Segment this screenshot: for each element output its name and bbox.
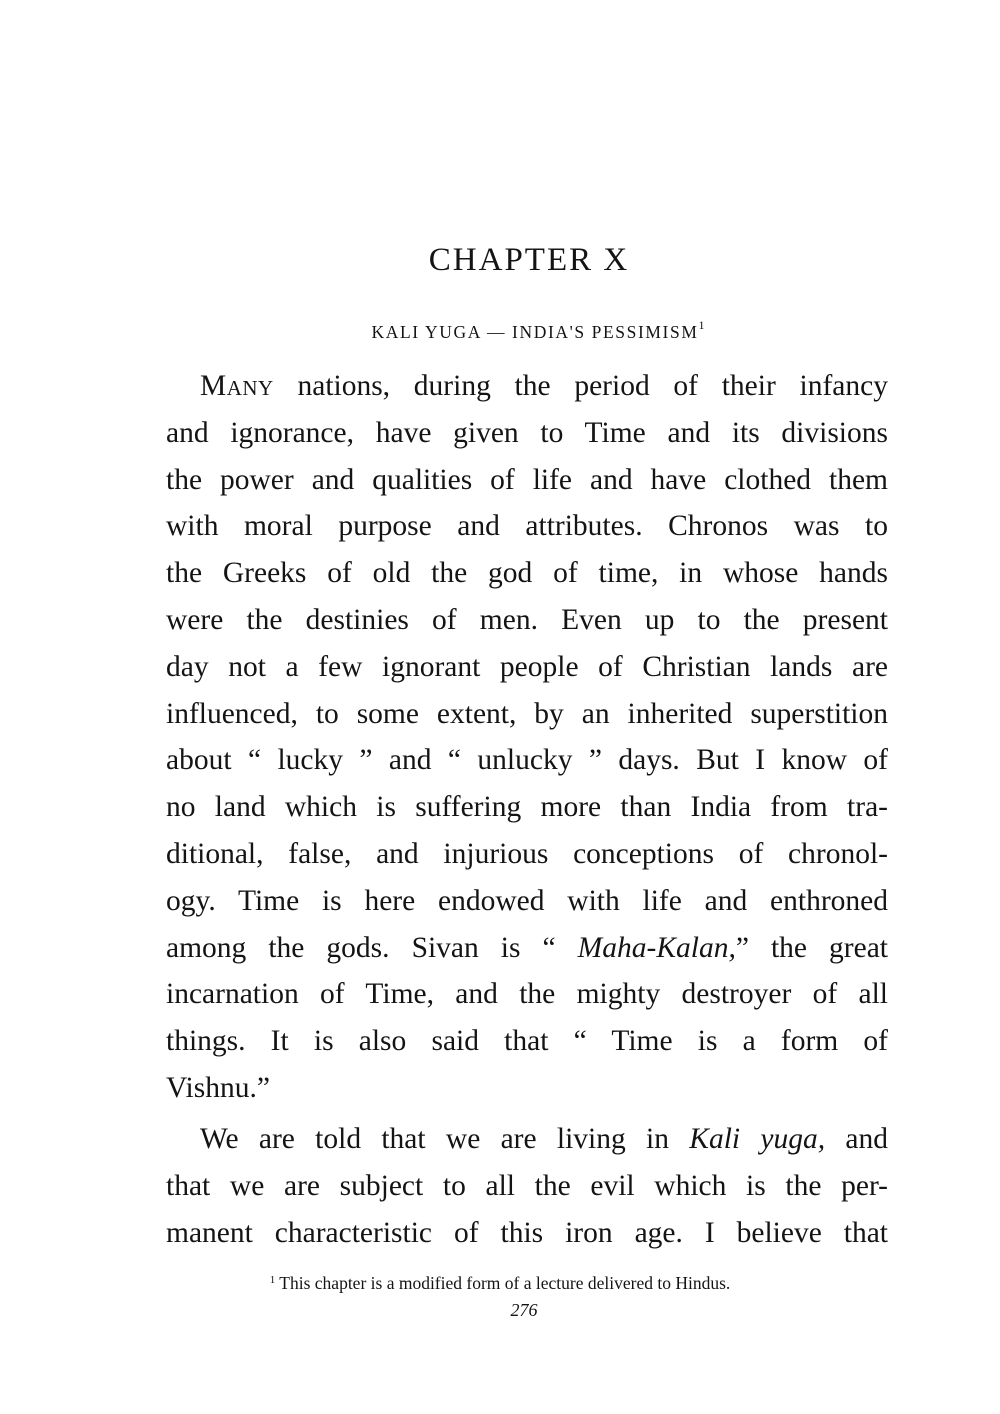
chapter-subtitle-text: KALI YUGA — INDIA'S PESSIMISM (371, 322, 699, 342)
paragraph-line: ditional, false, and injurious conceptions of chronol- (166, 837, 888, 870)
paragraph-line: day not a few ignorant people of Christian lands are (166, 650, 888, 683)
line-text: among the gods. Sivan is “ (166, 931, 578, 964)
paragraph-line: about “ lucky ” and “ unlucky ” days. But I know of (166, 744, 888, 777)
paragraph-line (166, 363, 888, 410)
paragraph-line: the Greeks of old the god of time, in whose hands (166, 557, 888, 590)
chapter-title: CHAPTER X (428, 242, 630, 278)
footnote-text: This chapter is a modified form of a lecture delivered to Hindus. (275, 1273, 731, 1293)
chapter-subtitle (0, 310, 1000, 347)
italic-term: Maha-Kalan, (577, 931, 736, 964)
footnote (0, 1268, 1000, 1295)
line-text: ” the great (735, 931, 889, 964)
paragraph-line: that we are subject to all the evil which is the per- (166, 1169, 888, 1202)
paragraph-line: things. It is also said that “ Time is a form of (166, 1025, 888, 1058)
paragraph-line: manent characteristic of this iron age. I believe that (166, 1216, 888, 1249)
paragraph-line: with moral purpose and attributes. Chronos was to (166, 510, 888, 543)
italic-term: Kali yuga, (689, 1123, 826, 1155)
footnote-reference: 1 (698, 318, 705, 332)
paragraph-line: the power and qualities of life and have clothed them (166, 463, 888, 496)
page-number: 276 (510, 1300, 538, 1320)
paragraph-line: no land which is suffering more than India from tra- (166, 791, 888, 824)
paragraph-1 (166, 363, 888, 1112)
line-text: nations, during the period of their infancy (273, 370, 888, 402)
paragraph-line: influenced, to some extent, by an inherited superstition (166, 697, 888, 730)
paragraph-2 (166, 1116, 888, 1256)
paragraph-line: were the destinies of men. Even up to the present (166, 603, 888, 636)
paragraph-line: ogy. Time is here endowed with life and enthroned (166, 884, 888, 917)
paragraph-line: incarnation of Time, and the mighty destroyer of all (166, 978, 888, 1011)
paragraph-line (166, 1116, 888, 1163)
footnote-mark: 1 (269, 1274, 276, 1286)
line-text: and (825, 1123, 889, 1155)
line-text: We are told that we are living in (200, 1123, 690, 1155)
paragraph-line: Vishnu.” (166, 1071, 270, 1104)
paragraph-line: and ignorance, have given to Time and its divisions (166, 416, 888, 449)
paragraph-line (166, 925, 888, 972)
opening-word: Many (200, 370, 274, 402)
